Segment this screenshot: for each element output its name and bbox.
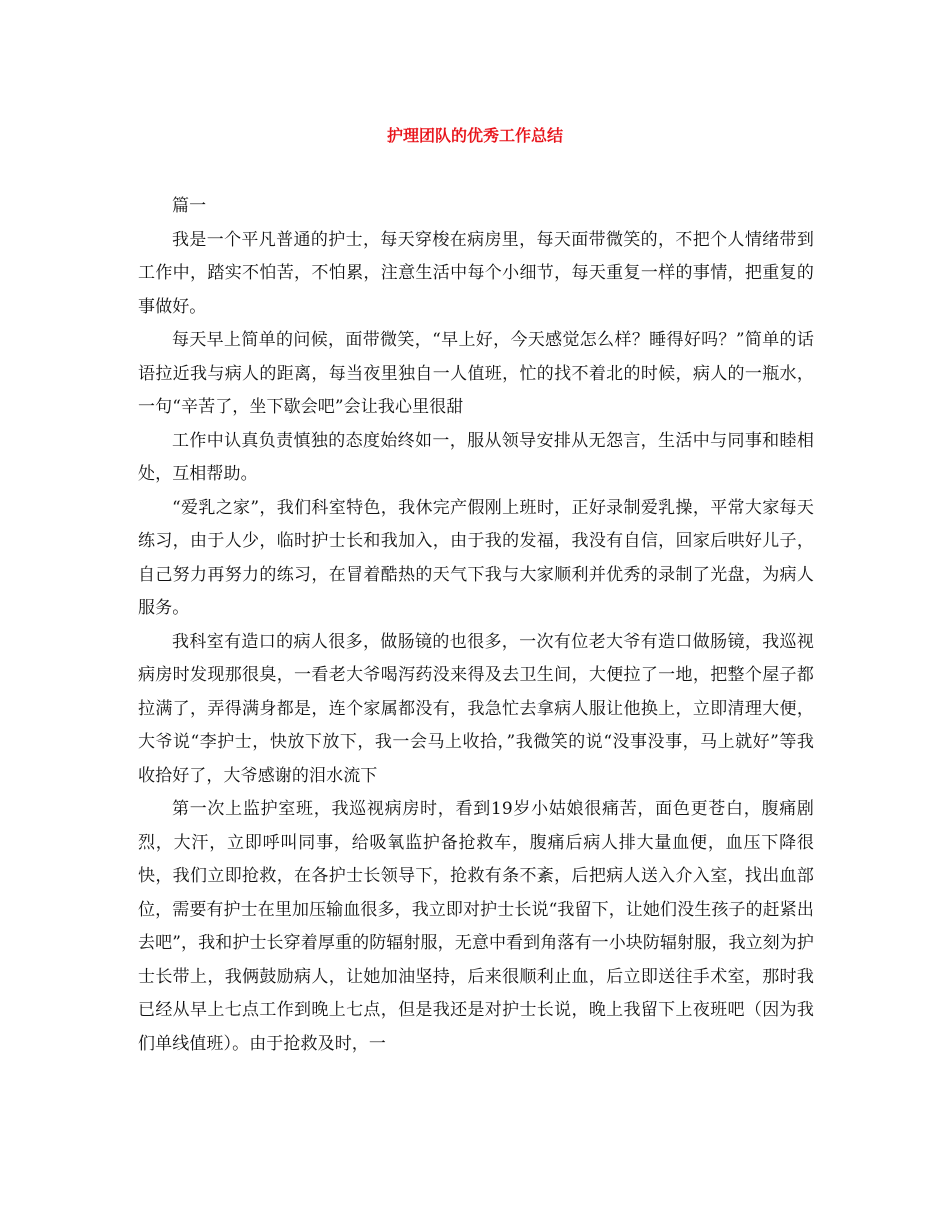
paragraph: 第一次上监护室班，我巡视病房时，看到19岁小姑娘很痛苦，面色更苍白，腹痛剧烈，大汗，立即呼叫同事，给吸氧监护备抢救车，腹痛后病人排大量血便，血压下降很快，我们立即抢救，在各护士长领导下，抢救有条不紊，后把病人送入介入室，找出血部位，需要有护士在里加压输血很多，我立即对护士长说“我留下，让她们没生孩子的赶紧出去吧”，我和护士长穿着厚重的防辐射服，无意中看到角落有一小块防辐射服，我立刻为护士长带上，我俩鼓励病人，让她加油坚持，后来很顺利止血，后立即送往手术室，那时我已经从早上七点工作到晚上七点，但是我还是对护士长说，晚上我留下上夜班吧（因为我们单线值班）。由于抢救及时，一 — [138, 799, 814, 1054]
document-body — [138, 190, 814, 1061]
paragraph: 我科室有造口的病人很多，做肠镜的也很多，一次有位老大爷有造口做肠镜，我巡视病房时发现那很臭，一看老大爷喝泻药没来得及去卫生间，大便拉了一地，把整个屋子都拉满了，弄得满身都是，连个家属都没有，我急忙去拿病人服让他换上，立即清理大便，大爷说“李护士，快放下放下，我一会马上收拾，”我微笑的说“没事没事，马上就好”等我收拾好了，大爷感谢的泪水流下 — [138, 631, 814, 786]
paragraph: 工作中认真负责慎独的态度始终如一，服从领导安排从无怨言，生活中与同事和睦相处，互相帮助。 — [138, 430, 814, 484]
paragraph: 我是一个平凡普通的护士，每天穿梭在病房里，每天面带微笑的，不把个人情绪带到工作中，踏实不怕苦，不怕累，注意生活中每个小细节，每天重复一样的事情，把重复的事做好。 — [138, 229, 814, 317]
paragraph: 每天早上简单的问候，面带微笑，“早上好，今天感觉怎么样？睡得好吗？”简单的话语拉近我与病人的距离，每当夜里独自一人值班，忙的找不着北的时候，病人的一瓶水，一句“辛苦了，坐下歇会吧”会让我心里很甜 — [138, 330, 814, 417]
section-heading: 篇一 — [172, 196, 207, 216]
paragraph: “爱乳之家”，我们科室特色，我休完产假刚上班时，正好录制爱乳操，平常大家每天练习，由于人少，临时护士长和我加入，由于我的发福，我没有自信，回家后哄好儿子，自己努力再努力的练习，在冒着酷热的天气下我与大家顺利并优秀的录制了光盘，为病人服务。 — [138, 497, 814, 618]
document-title: 护理团队的优秀工作总结 — [386, 126, 563, 145]
